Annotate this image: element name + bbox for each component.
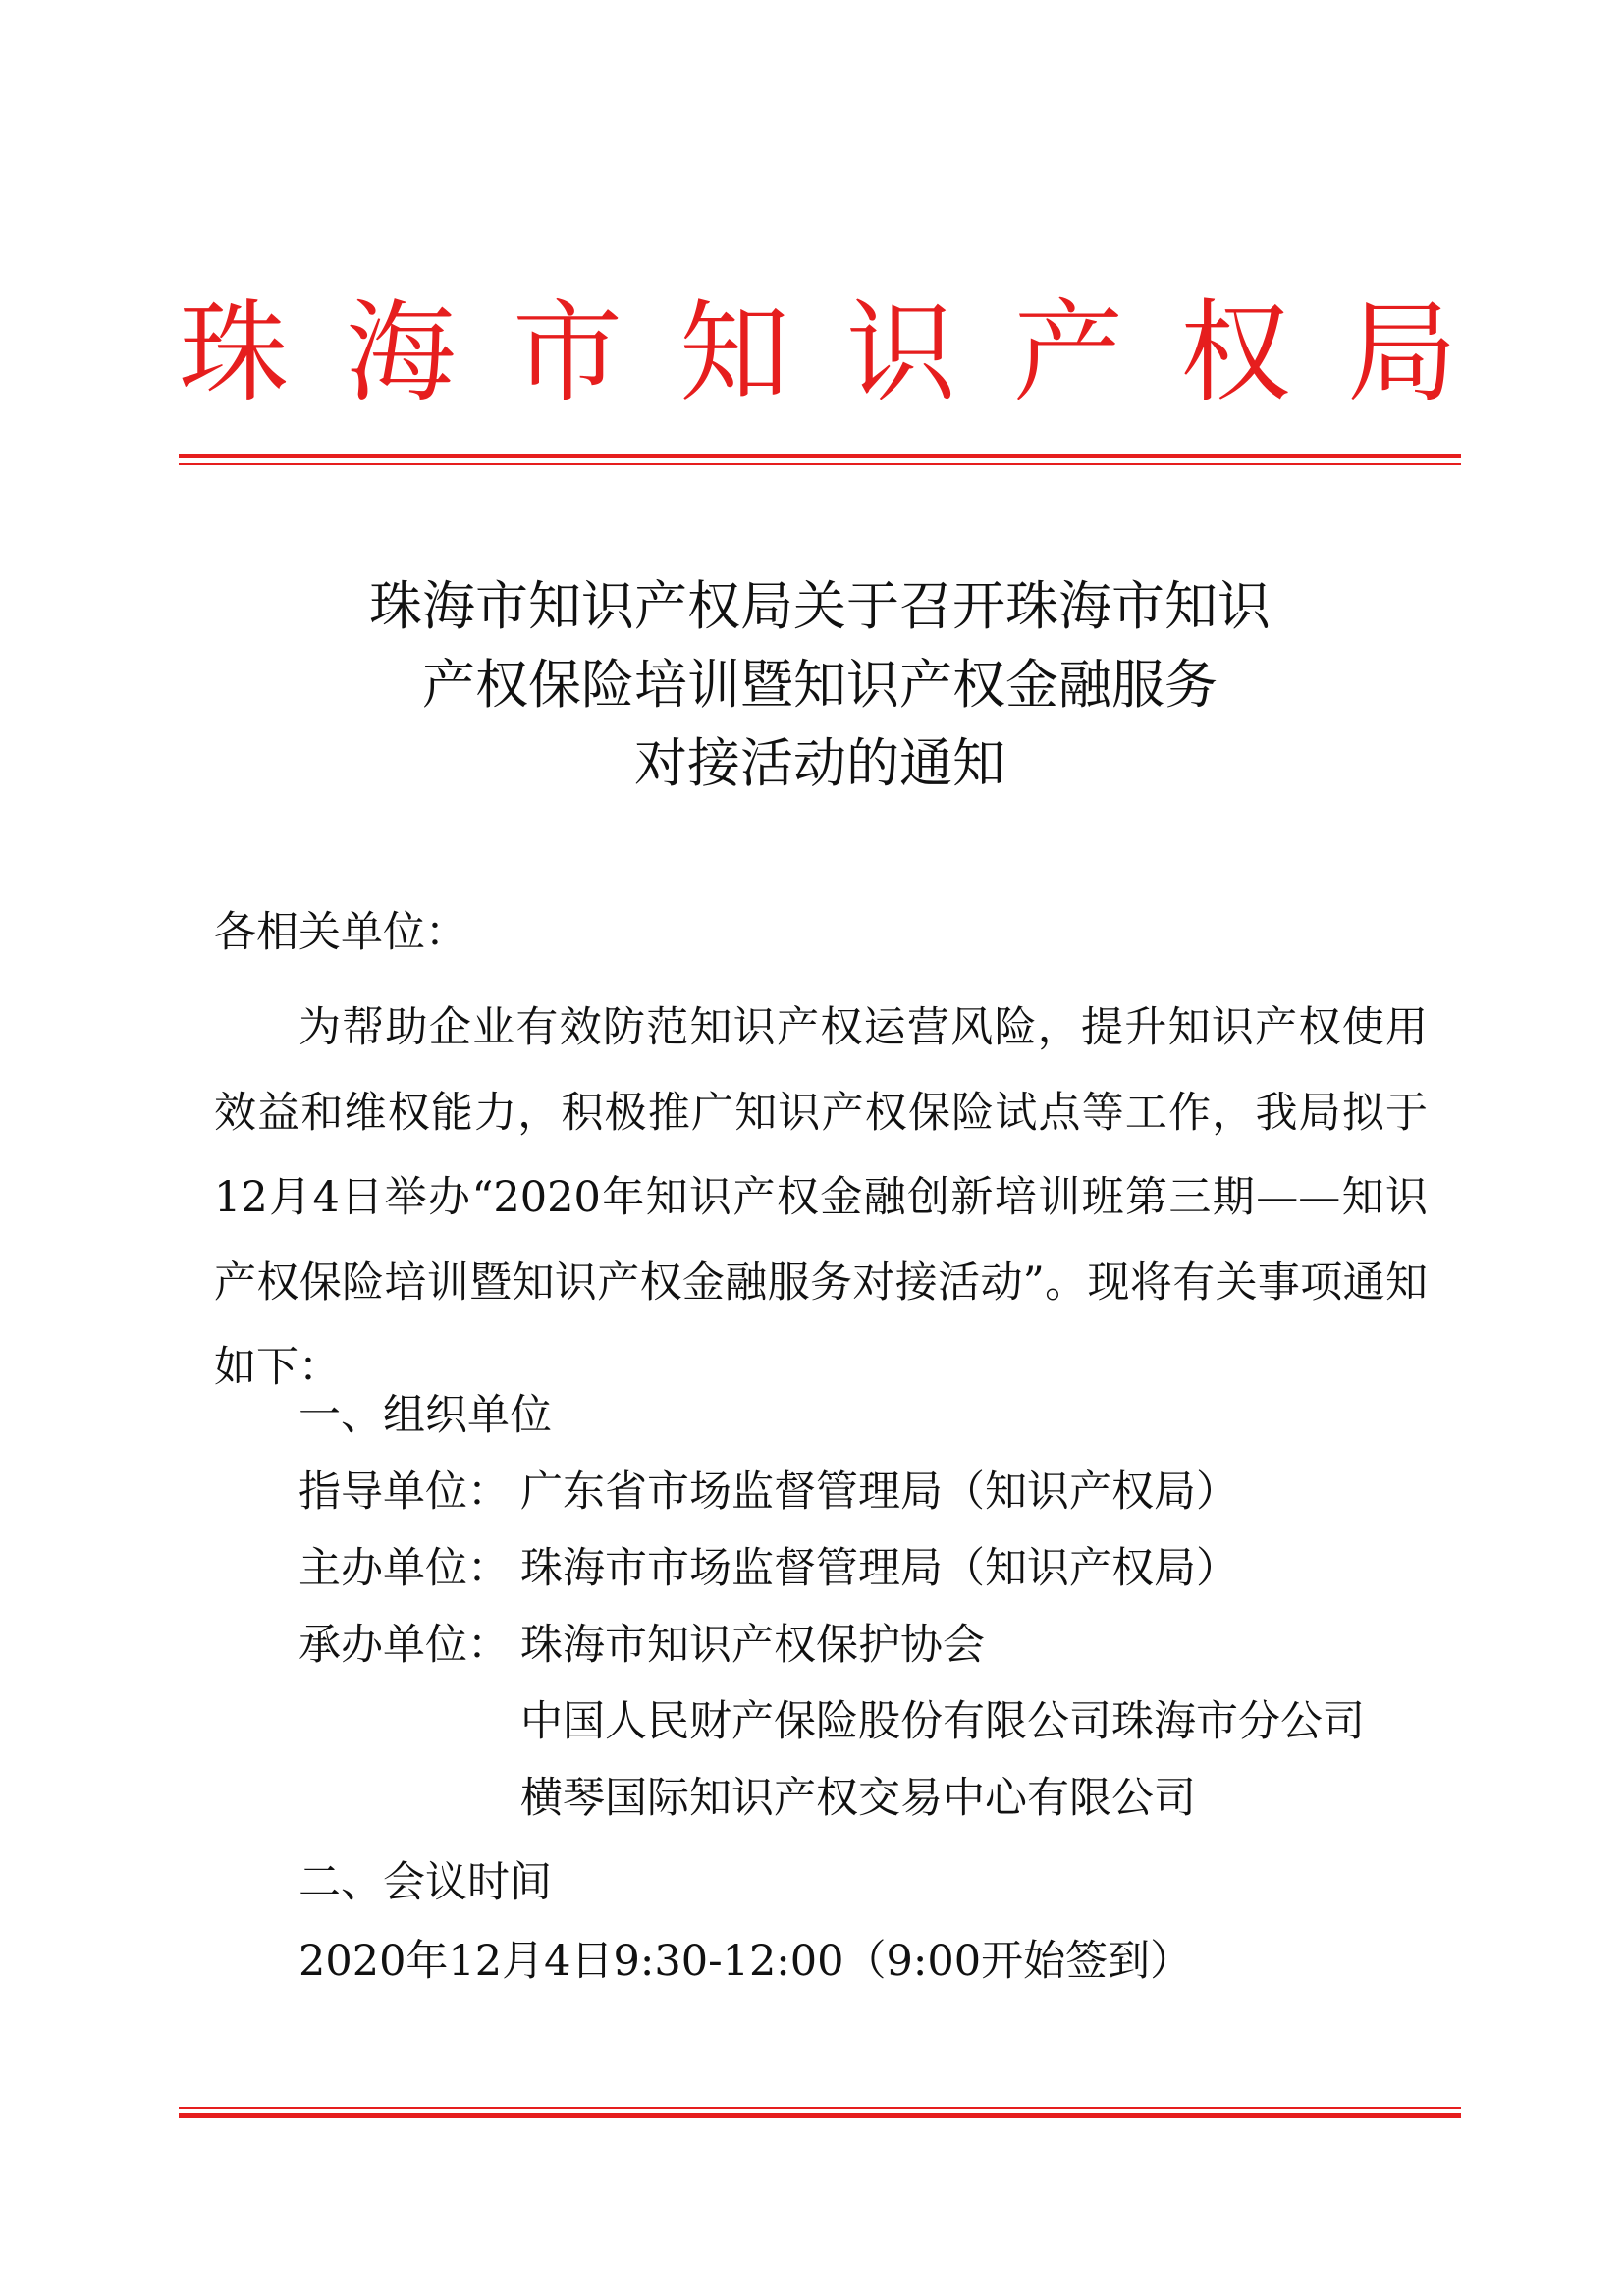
organizer-unit-value-1: 珠海市知识产权保护协会 — [520, 1621, 985, 1670]
footer-divider-thick — [179, 2113, 1461, 2118]
guiding-unit-value: 广东省市场监督管理局（知识产权局） — [520, 1468, 1238, 1517]
guiding-unit-label: 指导单位： — [298, 1468, 510, 1517]
header-divider-thick — [179, 454, 1461, 458]
title-line-2: 产权保险培训暨知识产权金融服务 — [422, 654, 1218, 716]
title-line-1: 珠海市知识产权局关于召开珠海市知识 — [369, 575, 1271, 637]
host-unit-label: 主办单位： — [298, 1544, 510, 1593]
header-divider-thin — [179, 463, 1461, 465]
section-heading-organizers: 一、组织单位 — [298, 1391, 552, 1440]
organizer-unit-label: 承办单位： — [298, 1621, 510, 1670]
salutation: 各相关单位： — [214, 908, 467, 957]
organizer-unit-value-2: 中国人民财产保险股份有限公司珠海市分公司 — [520, 1697, 1365, 1746]
meeting-time-text: 2020年12月4日9:30-12:00（9:00开始签到） — [298, 1937, 1193, 1986]
notice-title — [179, 567, 1461, 803]
title-line-3: 对接活动的通知 — [634, 732, 1005, 794]
footer-divider-thin — [179, 2107, 1461, 2109]
body-paragraph: 为帮助企业有效防范知识产权运营风险，提升知识产权使用效益和维权能力，积极推广知识产权保险试点等工作，我局拟于12月4日举办“2020年知识产权金融创新培训班第三期——知识产权保险培训暨知识产权金融服务对接活动”。现将有关事项通知如下： — [214, 1003, 1428, 1392]
section-heading-meeting-time: 二、会议时间 — [298, 1858, 552, 1907]
organizer-unit-value-3: 横琴国际知识产权交易中心有限公司 — [520, 1774, 1196, 1823]
organization-header: 珠海市知识产权局 — [179, 290, 1461, 417]
host-unit-value: 珠海市市场监督管理局（知识产权局） — [520, 1544, 1238, 1593]
